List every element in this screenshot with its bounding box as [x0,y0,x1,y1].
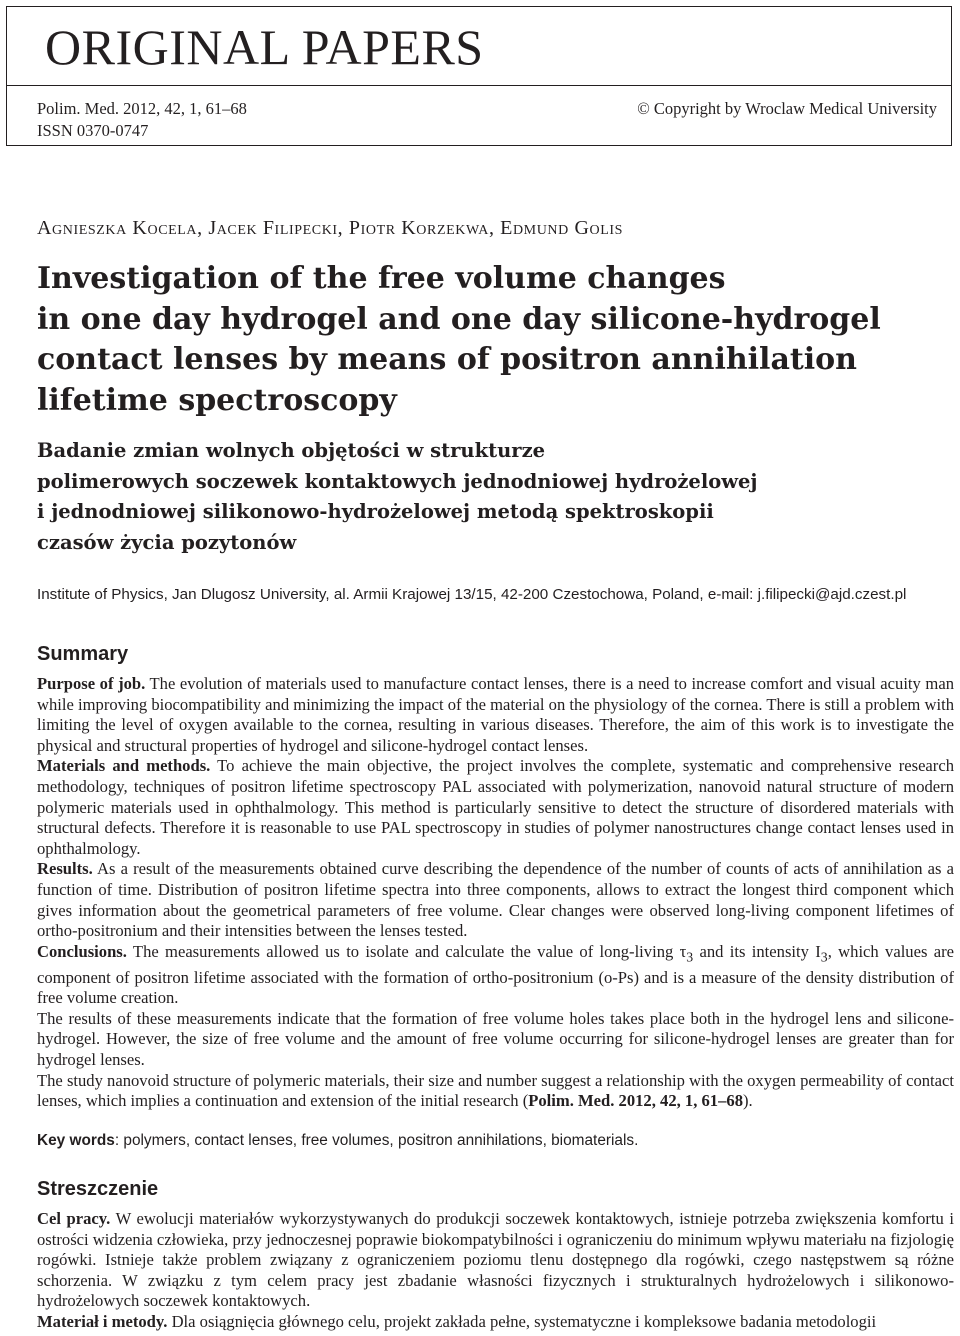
author-affiliation [37,584,952,606]
cel-label: Cel pracy. [37,1209,111,1228]
summary-methods-paragraph [37,756,954,859]
paragraph-text: The study nanovoid structure of polymeric materials, their size and number suggest a relationship with the oxygen permeability of contact lenses, which implies a continuation and extension of the initial research ( [37,1070,955,1111]
conclusions-text: The measurements allowed us to isolate and calculate the value of long-living τ [126,941,687,961]
author-list: Agnieszka Kocela, Jacek Filipecki, Piotr Korzekwa, Edmund Golis [37,217,624,239]
article-title-polish [37,436,937,558]
results-text: As a result of the measurements obtained curve describing the dependence of the number of counts of acts of annihilation as a function of time. Distribution of positron lifetime spectra into three components, allows to extract the longest third component which gives information about the geometrical parameters of free volume. Clear changes were observed long-living component lifetimes of ortho-positronium and their intensities between the lenses tested. [37,859,954,941]
material-text: Dla osiągnięcia głównego celu, projekt zakłada pełne, systematyczne i kompleksowe badania metodologii [167,1311,877,1331]
results-label: Results. [37,859,93,879]
tau-subscript: 3 [686,949,694,965]
summary-purpose-paragraph [37,674,954,756]
journal-citation [37,98,247,142]
affiliation-text: Institute of Physics, Jan Dlugosz University, al. Armii Krajowej 13/15, 42-200 Czestochowa, Poland, e-mail: j.filipecki@ajd.czest.pl [37,586,907,603]
section-title: ORIGINAL PAPERS [45,19,484,75]
intensity-subscript: 3 [820,949,828,965]
conclusions-text: , which values are component of positron lifetime associated with the formation of ortho-positronium (o-Ps) and is a measure of the density distribution of free volume creation. [37,941,954,1008]
keywords-text: : polymers, contact lenses, free volumes, positron annihilations, biomaterials. [114,1132,639,1149]
section-banner [6,6,952,86]
conclusions-text: and its intensity I [693,941,821,961]
citation-line: Polim. Med. 2012, 42, 1, 61–68 [37,99,247,118]
methods-text: To achieve the main objective, the project involves the complete, systematic and comprehensive research methodology, techniques of positron lifetime spectroscopy PAL associated with polymerization, nanovoid natural structure of modern polymeric materials used in ophthalmology. This method is particularly sensitive to detect the structure of disordered materials with structural defects. Therefore it is reasonable to use PAL spectroscopy in studies of polymer nanostructures change contact lenses used in ophthalmology. [37,756,954,858]
keywords-line [37,1130,954,1152]
summary-body [37,674,954,1112]
summary-paragraph: The results of these measurements indicate that the formation of free volume holes takes place both in the hydrogel lens and silicone-hydrogel. However, the size of free volume and the amount of free volume occurring for silicone-hydrogel lenses are greater than for hydrogel lenses. [37,1008,954,1069]
paragraph-end: ). [743,1091,753,1111]
purpose-label: Purpose of job. [37,674,146,693]
material-label: Materiał i metody. [37,1311,168,1331]
article-title-english [37,259,937,421]
streszczenie-body [37,1209,954,1333]
title-line: in one day hydrogel and one day silicone-hydrogel [37,301,881,337]
summary-results-paragraph [37,859,954,941]
streszczenie-material-paragraph [37,1312,954,1333]
title-line: i jednodniowej silikonowo-hydrożelowej metodą spektroskopii [37,500,714,523]
title-line: czasów życia pozytonów [37,530,297,554]
title-line: Investigation of the free volume changes [37,261,726,296]
title-line: Badanie zmian wolnych objętości w strukturze [37,439,546,462]
title-line: lifetime spectroscopy [37,382,397,418]
streszczenie-heading: Streszczenie [37,1178,159,1200]
purpose-text: The evolution of materials used to manufacture contact lenses, there is a need to increase comfort and visual acuity man while improving biocompatibility and minimizing the impact of the material on the physiology of the cornea. There is still a problem with limiting the level of oxygen available to the cornea, resulting in various diseases. Therefore, the aim of this work is to investigate the physical and structural properties of hydrogel and silicone-hydrogel contact lenses. [37,674,954,755]
issn-line: ISSN 0370-0747 [37,121,149,140]
copyright-notice: © Copyright by Wroclaw Medical University [637,99,937,118]
cel-text: W ewolucji materiałów wykorzystywanych do produkcji soczewek kontaktowych, istnieje potrzeba zwiększenia komfortu i ostrości widzenia człowieka, przy jednoczesnej poprawie biokompatybilności i ograniczeniu do minimum wpływu materiału na fizjologię rogówki. Istnieje także problem związany z ograniczeniem poziomu tlenu dostępnego dla rogówki, czego następstwem są różne schorzenia. W związku z tym celem pracy jest zbadanie własności fizycznych i strukturalnych hydrożelowych i silikonowo-hydrożelowych soczewek kontaktowych. [37,1209,954,1311]
conclusions-label: Conclusions. [37,941,127,961]
keywords-label: Key words [37,1132,115,1149]
summary-paragraph [37,1071,954,1112]
streszczenie-cel-paragraph [37,1209,954,1312]
title-line: contact lenses by means of positron annihilation [37,342,857,377]
methods-label: Materials and methods. [37,756,211,776]
summary-conclusions-paragraph [37,942,954,1009]
citation-reference: Polim. Med. 2012, 42, 1, 61–68 [528,1091,743,1111]
summary-heading: Summary [37,643,129,665]
citation-banner [6,86,952,146]
title-line: polimerowych soczewek kontaktowych jednodniowej hydrożelowej [37,469,758,493]
